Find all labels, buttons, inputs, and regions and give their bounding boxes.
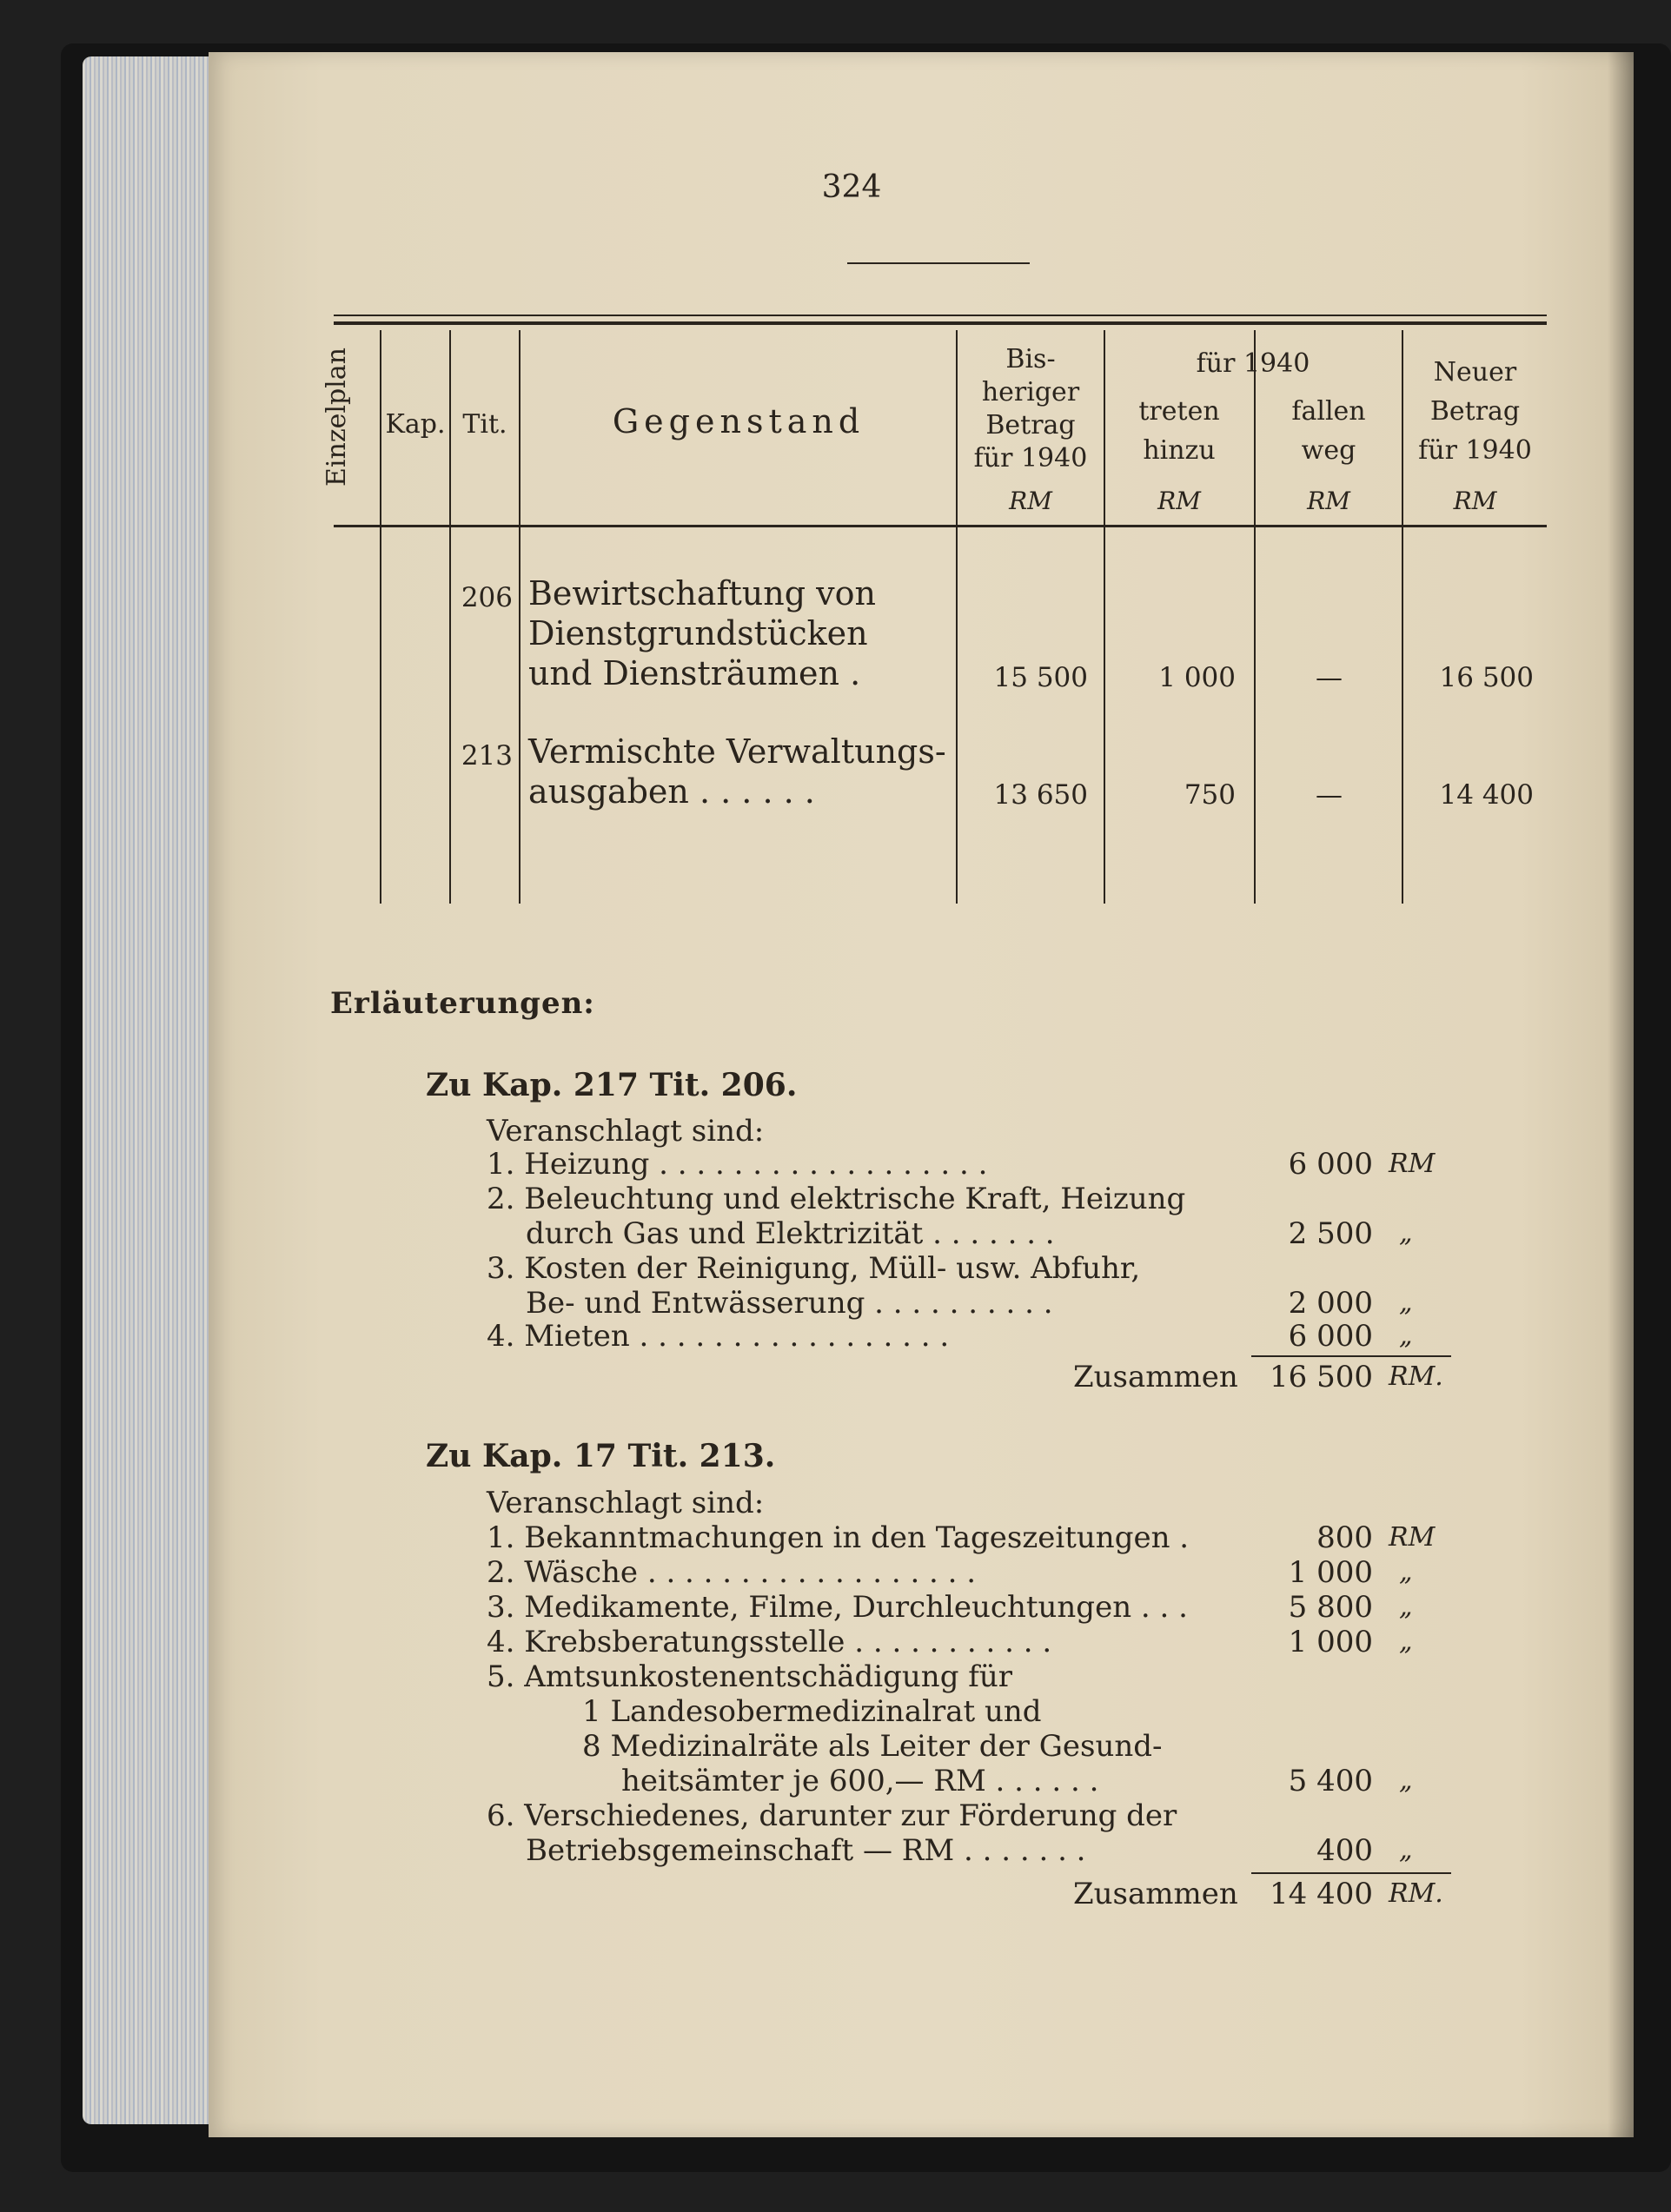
- row-treten: 1 000: [1158, 662, 1236, 693]
- header-kap: Kap.: [385, 409, 446, 440]
- section-intro: Veranschlagt sind:: [487, 1114, 765, 1149]
- header-einzelplan: Einzelplan: [322, 348, 352, 487]
- row-tit: 206: [461, 582, 513, 613]
- col-divider: [380, 330, 381, 904]
- unit-rm: RM: [1453, 487, 1497, 515]
- table-top-rule: [334, 315, 1547, 316]
- section-heading: Zu Kap. 217 Tit. 206.: [426, 1067, 798, 1103]
- sum-rule: [1251, 1355, 1451, 1357]
- page-number-rule: [847, 262, 1030, 264]
- row-desc: Vermischte Verwaltungs- ausgaben . . . . . .: [528, 732, 946, 811]
- table-top-rule-thick: [334, 321, 1547, 325]
- row-treten: 750: [1184, 779, 1236, 811]
- section-heading: Zu Kap. 17 Tit. 213.: [426, 1438, 776, 1474]
- row-desc: Bewirtschaftung von Dienstgrundstücken und Diensträumen .: [528, 574, 876, 692]
- header-tit: Tit.: [462, 409, 507, 440]
- row-tit: 213: [461, 740, 513, 772]
- row-fallen: —: [1316, 779, 1343, 811]
- table-header-rule: [334, 525, 1547, 527]
- unit-rm: RM: [1009, 487, 1052, 515]
- explanations-title: Erläuterungen:: [330, 986, 595, 1021]
- page-number: 324: [821, 169, 882, 205]
- row-bisheriger: 15 500: [993, 662, 1088, 693]
- sum-rule: [1251, 1872, 1451, 1874]
- col-divider: [519, 330, 521, 904]
- row-fallen: —: [1316, 662, 1343, 693]
- unit-rm: RM: [1307, 487, 1350, 515]
- page-gutter-shadow: [1608, 52, 1634, 2137]
- section-intro: Veranschlagt sind:: [487, 1486, 765, 1520]
- row-bisheriger: 13 650: [993, 779, 1088, 811]
- header-gegenstand: Gegenstand: [612, 402, 865, 440]
- row-neuer: 14 400: [1439, 779, 1534, 811]
- header-fuer-1940: für 1940: [1196, 348, 1310, 379]
- col-divider: [449, 330, 451, 904]
- unit-rm: RM: [1157, 487, 1201, 515]
- row-neuer: 16 500: [1439, 662, 1534, 693]
